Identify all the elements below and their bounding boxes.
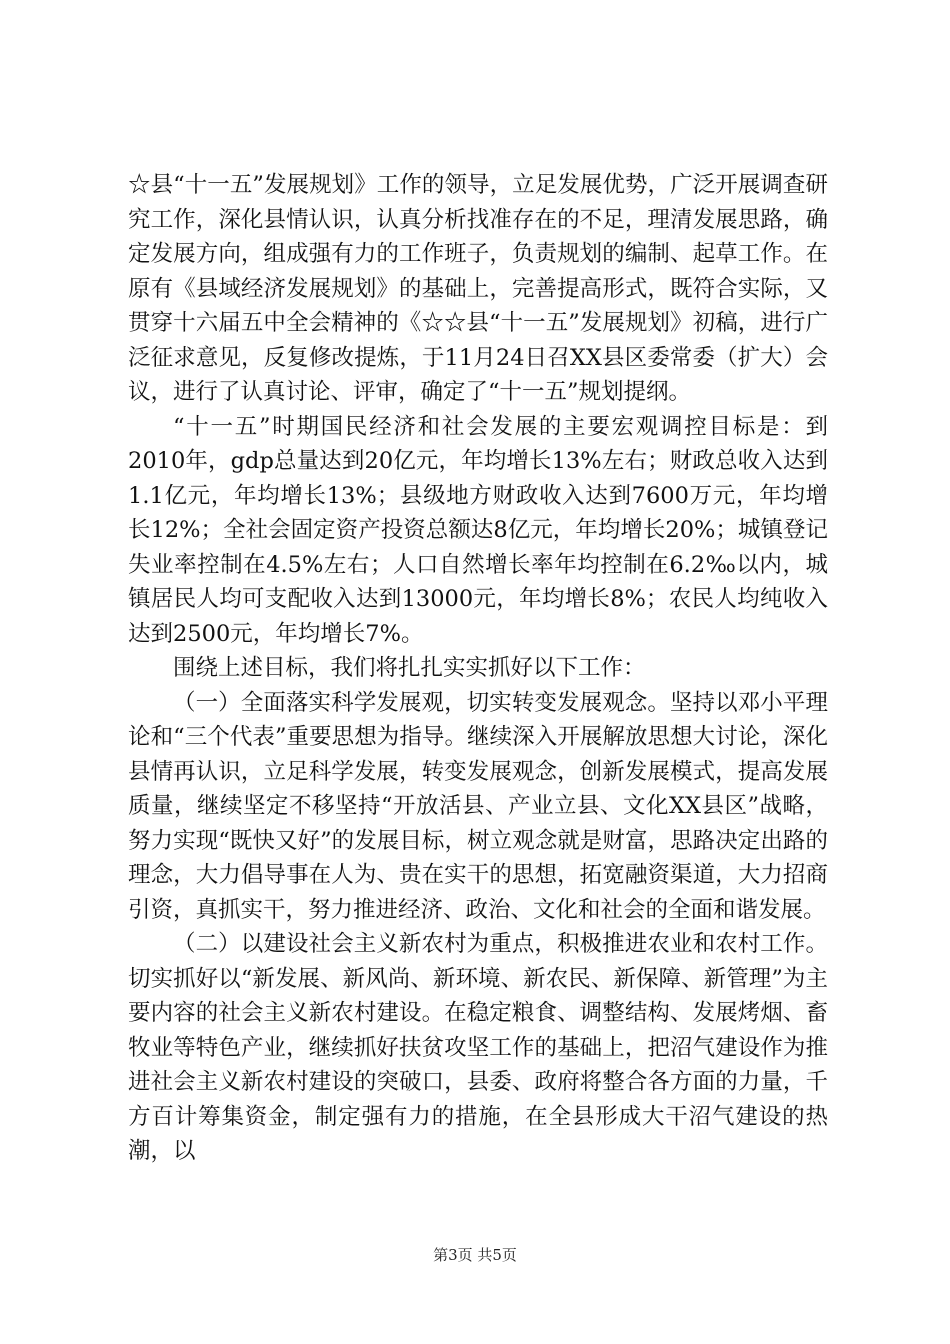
document-body xyxy=(128,168,828,1169)
paragraph-item-1: （一）全面落实科学发展观，切实转变发展观念。坚持以邓小平理论和“三个代表”重要思想为指导。继续深入开展解放思想大讨论，深化县情再认识，立足科学发展，转变发展观念，创新发展模式，提高发展质量，继续坚定不移坚持“开放活县、产业立县、文化XX县区”战略，努力实现“既快又好”的发展目标，树立观念就是财富，思路决定出路的理念，大力倡导事在人为、贵在实干的思想，拓宽融资渠道，大力招商引资，真抓实干，努力推进经济、政治、文化和社会的全面和谐发展。 xyxy=(128,689,828,923)
paragraph-targets: “十一五”时期国民经济和社会发展的主要宏观调控目标是：到2010年，gdp总量达到20亿元，年均增长13%左右；财政总收入达到1.1亿元，年均增长13%；县级地方财政收入达到7600万元，年均增长12%；全社会固定资产投资总额达8亿元，年均增长20%；城镇登记失业率控制在4.5%左右；人口自然增长率年均控制在6.2‰以内，城镇居民人均可支配收入达到13000元，年均增长8%；农民人均纯收入达到2500元，年均增长7%。 xyxy=(128,413,828,647)
paragraph-item-2: （二）以建设社会主义新农村为重点，积极推进农业和农村工作。切实抓好以“新发展、新风尚、新环境、新农民、新保障、新管理”为主要内容的社会主义新农村建设。在稳定粮食、调整结构、发展烤烟、畜牧业等特色产业，继续抓好扶贫攻坚工作的基础上，把沼气建设作为推进社会主义新农村建设的突破口，县委、政府将整合各方面的力量，千方百计筹集资金，制定强有力的措施，在全县形成大干沼气建设的热潮，以 xyxy=(128,931,828,1164)
page-number-footer: 第3页 共5页 xyxy=(433,1246,517,1264)
paragraph-intro: 围绕上述目标，我们将扎扎实实抓好以下工作： xyxy=(173,655,646,681)
paragraph-continued: ☆县“十一五”发展规划》工作的领导，立足发展优势，广泛开展调查研究工作，深化县情认识，认真分析找准存在的不足，理清发展思路，确定发展方向，组成强有力的工作班子，负责规划的编制、起草工作。在原有《县域经济发展规划》的基础上，完善提高形式，既符合实际，又贯穿十六届五中全会精神的《☆☆县“十一五”发展规划》初稿，进行广泛征求意见，反复修改提炼，于11月24日召XX县区委常委（扩大）会议，进行了认真讨论、评审，确定了“十一五”规划提纲。 xyxy=(128,172,828,405)
